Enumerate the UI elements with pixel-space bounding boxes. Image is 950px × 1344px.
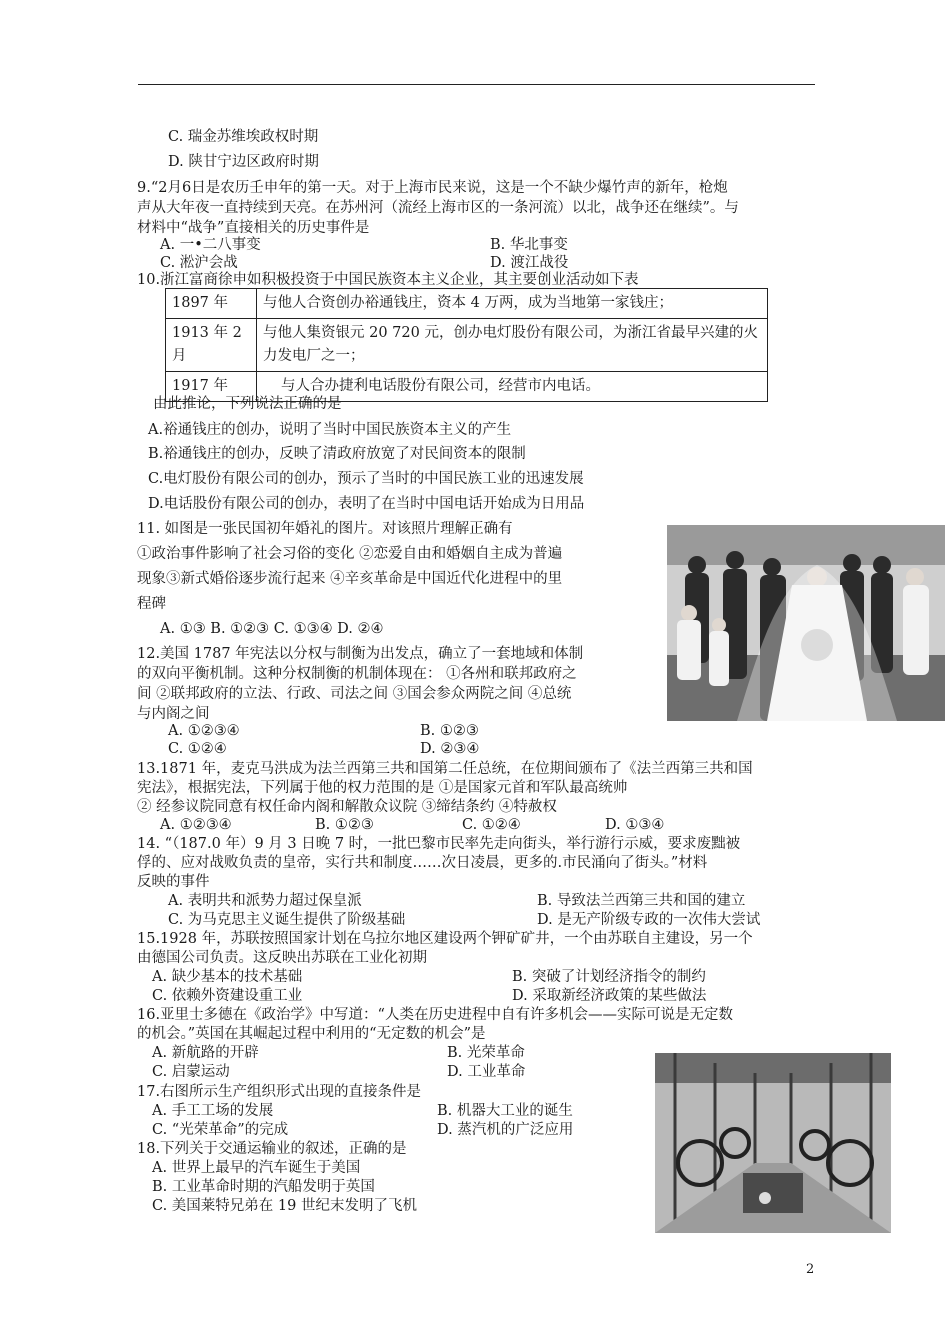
q10-option-d: D.电话股份有限公司的创办，表明了在当时中国电话开始成为日用品 xyxy=(148,496,585,512)
table-cell: 与人合办捷利电话股份有限公司，经营市内电话。 xyxy=(257,372,768,402)
q9-option-a: A. 一•二八事变 xyxy=(160,237,261,253)
q15-stem-2: 由德国公司负责。这反映出苏联在工业化初期 xyxy=(137,950,427,966)
q13-option-a: A. ①②③④ xyxy=(160,817,232,833)
q16-option-b: B. 光荣革命 xyxy=(447,1045,525,1061)
q16-option-c: C. 启蒙运动 xyxy=(152,1064,230,1080)
q10-option-a: A.裕通钱庄的创办，说明了当时中国民族资本主义的产生 xyxy=(148,422,512,438)
q14-option-a: A. 表明共和派势力超过保皇派 xyxy=(168,893,362,909)
q13-stem-1: 13.1871 年，麦克马洪成为法兰西第三共和国第二任总统，在位期间颁布了《法兰西第三共和国 xyxy=(137,761,753,777)
q13-option-d: D. ①③④ xyxy=(605,817,665,833)
q14-option-d: D. 是无产阶级专政的一次伟大尝试 xyxy=(537,912,761,928)
q12-option-c: C. ①②④ xyxy=(168,741,227,757)
header-rule xyxy=(138,84,815,85)
q13-option-b: B. ①②③ xyxy=(315,817,374,833)
table-cell: 1917 年 xyxy=(166,372,257,402)
q17-option-c: C. “光荣革命”的完成 xyxy=(152,1122,289,1138)
q16-option-d: D. 工业革命 xyxy=(447,1064,526,1080)
q11-stem-2: ①政治事件影响了社会习俗的变化 ②恋爱自由和婚姻自主成为普遍 xyxy=(137,546,563,562)
q12-option-d: D. ②③④ xyxy=(420,741,480,757)
table-cell: 1897 年 xyxy=(166,289,257,319)
q13-stem-3: ② 经参议院同意有权任命内阁和解散众议院 ③缔结条约 ④特赦权 xyxy=(137,799,557,815)
q9-option-c: C. 淞沪会战 xyxy=(160,255,238,271)
table-cell: 1913 年 2 月 xyxy=(166,319,257,372)
q10-stem: 10.浙江富商徐申如积极投资于中国民族资本主义企业，其主要创业活动如下表 xyxy=(137,272,639,288)
q8-option-d: D. 陕甘宁边区政府时期 xyxy=(168,154,319,170)
q14-stem-3: 反映的事件 xyxy=(137,874,210,890)
q15-option-b: B. 突破了计划经济指令的制约 xyxy=(512,969,706,985)
q12-option-a: A. ①②③④ xyxy=(168,723,240,739)
q17-option-d: D. 蒸汽机的广泛应用 xyxy=(437,1122,574,1138)
table-cell: 与他人合资创办裕通钱庄，资本 4 万两，成为当地第一家钱庄； xyxy=(257,289,768,319)
q16-stem-1: 16.亚里士多德在《政治学》中写道：“人类在历史进程中自有许多机会——实际可说是无定数 xyxy=(137,1007,733,1023)
q9-stem-3: 材料中“战争”直接相关的历史事件是 xyxy=(137,220,370,236)
q16-option-a: A. 新航路的开辟 xyxy=(152,1045,259,1061)
q14-stem-1: 14. “（187.0 年）9 月 3 日晚 7 时，一批巴黎市民率先走向街头，举行游行示威，要求废黜被 xyxy=(137,836,741,852)
q18-option-c: C. 美国莱特兄弟在 19 世纪末发明了飞机 xyxy=(152,1198,417,1214)
table-row xyxy=(166,319,768,372)
q15-stem-1: 15.1928 年，苏联按照国家计划在乌拉尔地区建设两个钾矿矿井，一个由苏联自主建设，另一个 xyxy=(137,931,753,947)
q9-stem-2: 声从大年夜一直持续到天亮。在苏州河（流经上海市区的一条河流）以北，战争还在继续”。与 xyxy=(137,200,739,216)
table-row xyxy=(166,289,768,319)
wedding-photo xyxy=(667,525,945,721)
q11-options: A. ①③ B. ①②③ C. ①③④ D. ②④ xyxy=(160,621,384,637)
q9-stem-1: 9.“2月6日是农历壬申年的第一天。对于上海市民来说，这是一个不缺少爆竹声的新年，枪炮 xyxy=(137,180,728,196)
q12-stem-2: 的双向平衡机制。这种分权制衡的机制体现在： ①各州和联邦政府之 xyxy=(137,666,577,682)
q10-option-b: B.裕通钱庄的创办，反映了清政府放宽了对民间资本的限制 xyxy=(148,446,526,462)
table-cell: 与他人集资银元 20 720 元，创办电灯股份有限公司，为浙江省最早兴建的火力发电厂之一； xyxy=(257,319,768,372)
q18-option-b: B. 工业革命时期的汽船发明于英国 xyxy=(152,1179,375,1195)
q13-stem-2: 宪法》，根据宪法，下列属于他的权力范围的是 ①是国家元首和军队最高统帅 xyxy=(137,780,628,796)
q14-stem-2: 俘的、应对战败负责的皇帝，实行共和制度……次日凌晨，更多的.市民涌向了街头。”材料 xyxy=(137,855,708,871)
q9-option-d: D. 渡江战役 xyxy=(490,255,569,271)
q10-table xyxy=(165,288,768,402)
q15-option-d: D. 采取新经济政策的某些做法 xyxy=(512,988,707,1004)
q14-option-b: B. 导致法兰西第三共和国的建立 xyxy=(537,893,746,909)
q12-stem-4: 与内阁之间 xyxy=(137,706,210,722)
q12-stem-3: 间 ②联邦政府的立法、行政、司法之间 ③国会参众两院之间 ④总统 xyxy=(137,686,572,702)
q10-question: 由此推论，下列说法正确的是 xyxy=(153,396,342,412)
q16-stem-2: 的机会。”英国在其崛起过程中利用的“无定数的机会”是 xyxy=(137,1026,486,1042)
q15-option-a: A. 缺少基本的技术基础 xyxy=(152,969,303,985)
q18-stem: 18.下列关于交通运输业的叙述，正确的是 xyxy=(137,1141,407,1157)
q18-option-a: A. 世界上最早的汽车诞生于美国 xyxy=(152,1160,361,1176)
q12-option-b: B. ①②③ xyxy=(420,723,479,739)
q12-stem-1: 12.美国 1787 年宪法以分权与制衡为出发点，确立了一套地域和体制 xyxy=(137,646,584,662)
q15-option-c: C. 依赖外资建设重工业 xyxy=(152,988,303,1004)
q17-option-b: B. 机器大工业的诞生 xyxy=(437,1103,573,1119)
q11-stem-4: 程碑 xyxy=(137,596,166,612)
q11-stem-1: 11. 如图是一张民国初年婚礼的图片。对该照片理解正确有 xyxy=(137,521,513,537)
q8-option-c: C. 瑞金苏维埃政权时期 xyxy=(168,129,319,145)
q14-option-c: C. 为马克思主义诞生提供了阶级基础 xyxy=(168,912,406,928)
q17-stem: 17.右图所示生产组织形式出现的直接条件是 xyxy=(137,1084,422,1100)
q10-option-c: C.电灯股份有限公司的创办，预示了当时的中国民族工业的迅速发展 xyxy=(148,471,584,487)
factory-illustration xyxy=(655,1053,891,1233)
q17-option-a: A. 手工工场的发展 xyxy=(152,1103,274,1119)
page-number: 2 xyxy=(806,1262,815,1277)
q9-option-b: B. 华北事变 xyxy=(490,237,568,253)
q11-stem-3: 现象③新式婚俗逐步流行起来 ④辛亥革命是中国近代化进程中的里 xyxy=(137,571,563,587)
q13-option-c: C. ①②④ xyxy=(462,817,521,833)
